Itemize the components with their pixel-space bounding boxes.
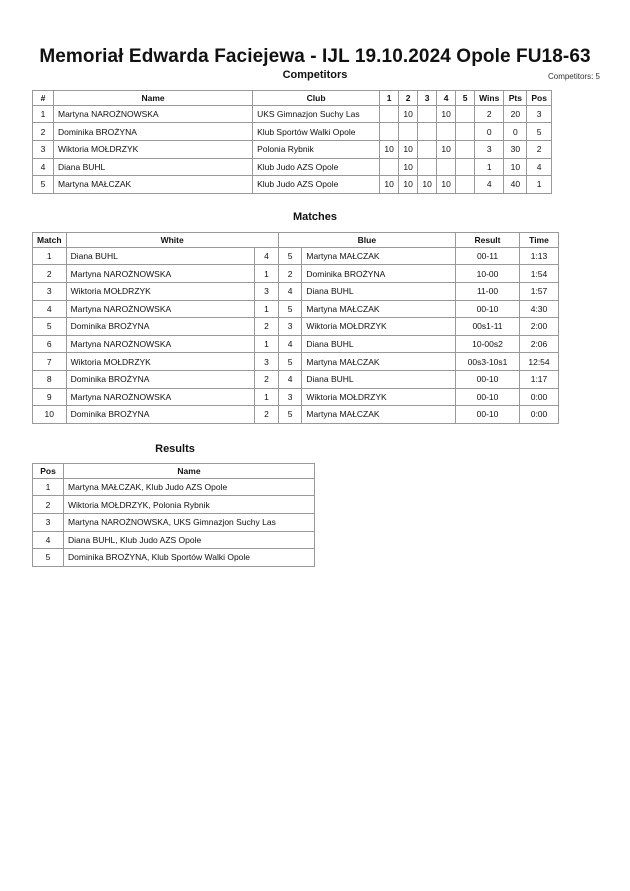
competitor-club: UKS Gimnazjon Suchy Las: [253, 105, 380, 123]
competitor-name: Martyna MAŁCZAK: [54, 176, 253, 194]
result-name: Diana BUHL, Klub Judo AZS Opole: [64, 531, 315, 549]
competitor-row: [33, 176, 552, 194]
competitor-position: 4: [527, 158, 552, 176]
white-number: 2: [255, 370, 279, 388]
blue-competitor: Wiktoria MOŁDRZYK: [302, 388, 456, 406]
match-row: [33, 265, 559, 283]
col-blue: Blue: [278, 233, 455, 248]
match-row: [33, 282, 559, 300]
blue-number: 5: [278, 353, 302, 371]
competitor-name: Wiktoria MOŁDRZYK: [54, 140, 253, 158]
blue-number: 3: [278, 388, 302, 406]
col-club: Club: [253, 91, 380, 106]
competitor-wins: 0: [475, 123, 504, 141]
score-cell: 10: [399, 158, 418, 176]
match-time: 4:30: [520, 300, 559, 318]
blue-competitor: Dominika BROŻYNA: [302, 265, 456, 283]
match-row: [33, 370, 559, 388]
competitor-row: [33, 140, 552, 158]
match-time: 1:54: [520, 265, 559, 283]
white-number: 1: [255, 300, 279, 318]
competitor-wins: 4: [475, 176, 504, 194]
col-score-3: 3: [418, 91, 437, 106]
match-result: 00s3-10s1: [456, 353, 520, 371]
blue-number: 5: [278, 406, 302, 424]
blue-number: 4: [278, 282, 302, 300]
score-cell: [456, 140, 475, 158]
score-cell: 10: [399, 105, 418, 123]
result-position: 5: [33, 549, 64, 567]
col-match: Match: [33, 233, 67, 248]
competitors-table: [32, 90, 552, 194]
competitor-position: 5: [527, 123, 552, 141]
matches-header-row: [33, 233, 559, 248]
col-result: Result: [456, 233, 520, 248]
competitor-club: Klub Judo AZS Opole: [253, 158, 380, 176]
page-title: Memoriał Edwarda Faciejewa - IJL 19.10.2024 Opole FU18-63: [39, 46, 591, 67]
white-number: 1: [255, 265, 279, 283]
col-score-2: 2: [399, 91, 418, 106]
score-cell: 10: [380, 176, 399, 194]
col-result-name: Name: [64, 464, 315, 479]
result-position: 1: [33, 478, 64, 496]
blue-competitor: Diana BUHL: [302, 282, 456, 300]
white-number: 2: [255, 318, 279, 336]
score-cell: [437, 123, 456, 141]
blue-number: 4: [278, 370, 302, 388]
blue-number: 5: [278, 300, 302, 318]
competitor-club: Polonia Rybnik: [253, 140, 380, 158]
match-row: [33, 388, 559, 406]
match-number: 5: [33, 318, 67, 336]
match-result: 00-11: [456, 247, 520, 265]
col-name: Name: [54, 91, 253, 106]
col-score-5: 5: [456, 91, 475, 106]
competitor-points: 40: [504, 176, 527, 194]
score-cell: [380, 105, 399, 123]
match-result: 00-10: [456, 370, 520, 388]
match-time: 1:17: [520, 370, 559, 388]
match-result: 10-00s2: [456, 335, 520, 353]
match-result: 11-00: [456, 282, 520, 300]
score-cell: [456, 105, 475, 123]
match-row: [33, 406, 559, 424]
competitor-row: [33, 123, 552, 141]
match-row: [33, 335, 559, 353]
competitor-number: 3: [33, 140, 54, 158]
competitor-club: Klub Sportów Walki Opole: [253, 123, 380, 141]
competitor-row: [33, 158, 552, 176]
competitor-number: 4: [33, 158, 54, 176]
white-number: 1: [255, 388, 279, 406]
white-competitor: Dominika BROŻYNA: [66, 370, 255, 388]
col-num: #: [33, 91, 54, 106]
result-name: Dominika BROŻYNA, Klub Sportów Walki Opole: [64, 549, 315, 567]
col-pts: Pts: [504, 91, 527, 106]
match-time: 1:57: [520, 282, 559, 300]
score-cell: [380, 123, 399, 141]
match-number: 2: [33, 265, 67, 283]
col-score-1: 1: [380, 91, 399, 106]
score-cell: 10: [380, 140, 399, 158]
col-white: White: [66, 233, 278, 248]
blue-competitor: Diana BUHL: [302, 370, 456, 388]
score-cell: 10: [437, 105, 456, 123]
white-number: 2: [255, 406, 279, 424]
blue-competitor: Martyna MAŁCZAK: [302, 247, 456, 265]
white-competitor: Martyna NAROŻNOWSKA: [66, 300, 255, 318]
match-number: 3: [33, 282, 67, 300]
blue-competitor: Wiktoria MOŁDRZYK: [302, 318, 456, 336]
match-time: 1:13: [520, 247, 559, 265]
white-competitor: Dominika BROŻYNA: [66, 406, 255, 424]
result-position: 3: [33, 513, 64, 531]
col-score-4: 4: [437, 91, 456, 106]
competitors-header-row: [33, 91, 552, 106]
blue-competitor: Martyna MAŁCZAK: [302, 300, 456, 318]
match-result: 10-00: [456, 265, 520, 283]
white-competitor: Dominika BROŻYNA: [66, 318, 255, 336]
competitor-points: 0: [504, 123, 527, 141]
col-pos: Pos: [527, 91, 552, 106]
white-competitor: Wiktoria MOŁDRZYK: [66, 282, 255, 300]
score-cell: [380, 158, 399, 176]
match-time: 12:54: [520, 353, 559, 371]
result-name: Martyna MAŁCZAK, Klub Judo AZS Opole: [64, 478, 315, 496]
blue-number: 5: [278, 247, 302, 265]
match-number: 4: [33, 300, 67, 318]
result-row: [33, 478, 315, 496]
white-competitor: Martyna NAROŻNOWSKA: [66, 335, 255, 353]
match-time: 0:00: [520, 406, 559, 424]
competitor-position: 1: [527, 176, 552, 194]
competitor-number: 2: [33, 123, 54, 141]
white-number: 4: [255, 247, 279, 265]
result-name: Martyna NAROŻNOWSKA, UKS Gimnazjon Suchy Las: [64, 513, 315, 531]
competitor-club: Klub Judo AZS Opole: [253, 176, 380, 194]
competitor-name: Dominika BROŻYNA: [54, 123, 253, 141]
col-wins: Wins: [475, 91, 504, 106]
score-cell: [456, 123, 475, 141]
score-cell: 10: [418, 176, 437, 194]
score-cell: [456, 158, 475, 176]
match-row: [33, 300, 559, 318]
match-number: 7: [33, 353, 67, 371]
results-header-row: [33, 464, 315, 479]
white-number: 3: [255, 353, 279, 371]
blue-number: 3: [278, 318, 302, 336]
competitor-name: Martyna NAROŻNOWSKA: [54, 105, 253, 123]
matches-table: [32, 232, 559, 424]
col-result-pos: Pos: [33, 464, 64, 479]
match-result: 00s1-11: [456, 318, 520, 336]
result-position: 4: [33, 531, 64, 549]
result-row: [33, 531, 315, 549]
score-cell: 10: [437, 176, 456, 194]
blue-number: 4: [278, 335, 302, 353]
result-row: [33, 513, 315, 531]
match-row: [33, 353, 559, 371]
competitor-wins: 3: [475, 140, 504, 158]
score-cell: [418, 158, 437, 176]
match-time: 2:06: [520, 335, 559, 353]
blue-competitor: Diana BUHL: [302, 335, 456, 353]
match-result: 00-10: [456, 406, 520, 424]
match-number: 1: [33, 247, 67, 265]
score-cell: [418, 140, 437, 158]
blue-number: 2: [278, 265, 302, 283]
competitor-row: [33, 105, 552, 123]
result-row: [33, 549, 315, 567]
blue-competitor: Martyna MAŁCZAK: [302, 406, 456, 424]
match-number: 6: [33, 335, 67, 353]
white-competitor: Wiktoria MOŁDRZYK: [66, 353, 255, 371]
results-table: [32, 463, 315, 567]
match-row: [33, 247, 559, 265]
results-heading: Results: [155, 443, 195, 455]
competitor-position: 2: [527, 140, 552, 158]
score-cell: 10: [399, 176, 418, 194]
competitor-wins: 2: [475, 105, 504, 123]
match-result: 00-10: [456, 300, 520, 318]
white-number: 3: [255, 282, 279, 300]
col-time: Time: [520, 233, 559, 248]
matches-heading: Matches: [292, 211, 338, 223]
blue-competitor: Martyna MAŁCZAK: [302, 353, 456, 371]
competitor-points: 10: [504, 158, 527, 176]
score-cell: 10: [437, 140, 456, 158]
match-time: 2:00: [520, 318, 559, 336]
score-cell: [418, 105, 437, 123]
competitor-wins: 1: [475, 158, 504, 176]
match-row: [33, 318, 559, 336]
match-number: 10: [33, 406, 67, 424]
score-cell: [399, 123, 418, 141]
competitor-points: 20: [504, 105, 527, 123]
match-number: 9: [33, 388, 67, 406]
competitor-points: 30: [504, 140, 527, 158]
competitor-name: Diana BUHL: [54, 158, 253, 176]
white-competitor: Martyna NAROŻNOWSKA: [66, 265, 255, 283]
score-cell: 10: [399, 140, 418, 158]
match-time: 0:00: [520, 388, 559, 406]
match-result: 00-10: [456, 388, 520, 406]
competitors-heading: Competitors: [282, 69, 348, 81]
competitors-count: Competitors: 5: [547, 72, 600, 81]
score-cell: [418, 123, 437, 141]
match-number: 8: [33, 370, 67, 388]
score-cell: [437, 158, 456, 176]
result-position: 2: [33, 496, 64, 514]
white-number: 1: [255, 335, 279, 353]
white-competitor: Martyna NAROŻNOWSKA: [66, 388, 255, 406]
competitor-number: 1: [33, 105, 54, 123]
result-row: [33, 496, 315, 514]
result-name: Wiktoria MOŁDRZYK, Polonia Rybnik: [64, 496, 315, 514]
competitor-number: 5: [33, 176, 54, 194]
white-competitor: Diana BUHL: [66, 247, 255, 265]
competitor-position: 3: [527, 105, 552, 123]
score-cell: [456, 176, 475, 194]
